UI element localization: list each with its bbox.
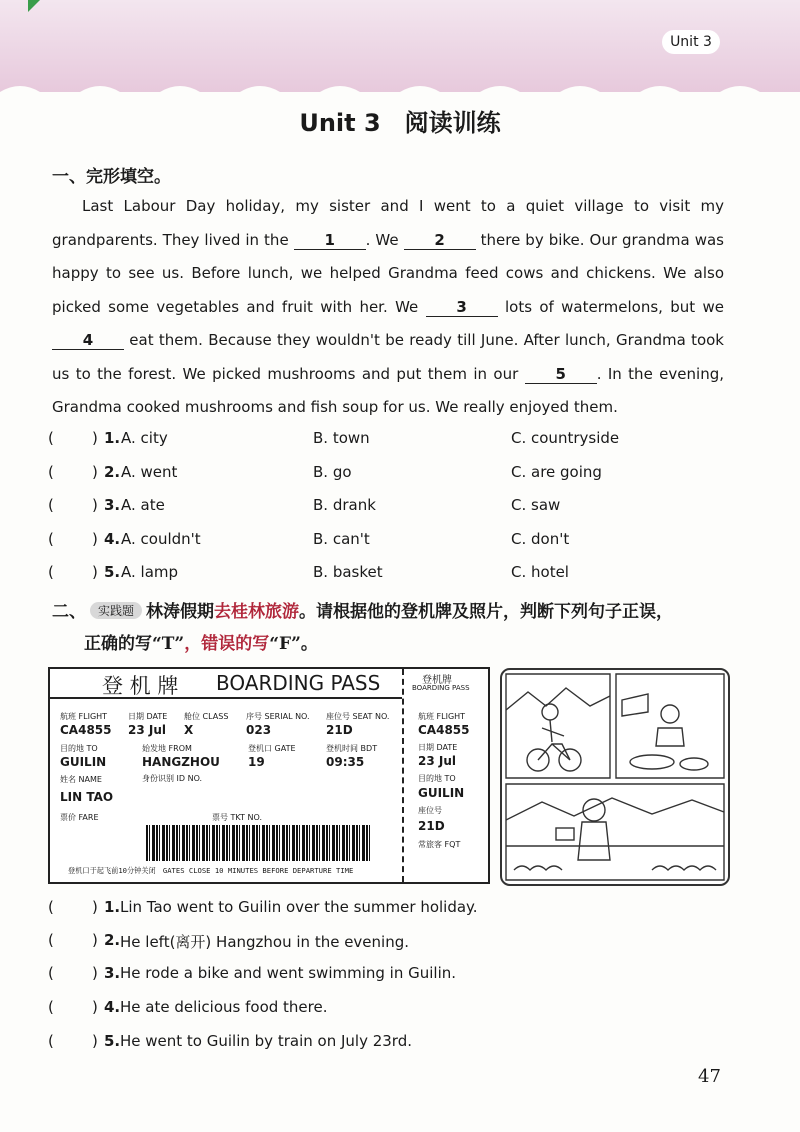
plate-icon: [630, 755, 674, 769]
travel-photos: [502, 670, 728, 884]
flight-value: CA4855: [60, 723, 112, 737]
stub-flight-label: 航班 FLIGHT: [418, 712, 466, 721]
stub-fqt-label: 常旅客 FQT: [418, 840, 461, 849]
flower-icon: [514, 866, 716, 870]
stub-seat-value: 21D: [418, 819, 445, 833]
answer-paren-close: ): [92, 1032, 98, 1050]
page-title: Unit 3 阅读训练: [299, 109, 501, 137]
statement-text: He ate delicious food there.: [120, 998, 328, 1016]
answer-paren-close: ): [92, 563, 98, 581]
stub-date-value: 23 Jul: [418, 754, 456, 768]
boy-head-icon: [661, 705, 679, 723]
passage-text: lots of watermelons, but we: [497, 297, 725, 316]
blank-2: 2: [404, 231, 476, 250]
bdt-value: 09:35: [326, 755, 365, 769]
serial-label: 序号 SERIAL NO.: [246, 712, 310, 721]
section1-heading: 一、完形填空。: [52, 167, 171, 187]
flight-label: 航班 FLIGHT: [60, 712, 108, 721]
question-number: 3.: [104, 496, 121, 514]
picture-frame-icon: [622, 694, 648, 716]
stub-flight-value: CA4855: [418, 723, 470, 737]
statement-number: 4.: [104, 998, 121, 1016]
blank-5: 5: [525, 365, 597, 384]
blank-4: 4: [52, 331, 124, 350]
question-number: 4.: [104, 530, 121, 548]
question-number: 1.: [104, 429, 121, 447]
heading-part: 林涛假期: [146, 602, 215, 622]
blank-3: 3: [426, 298, 498, 317]
passage-text: Last Labour Day holiday, my sister and I went to a quiet village to visit my grandparents. They lived in the: [52, 197, 724, 249]
bp-stub-title-cn: 登机牌: [422, 675, 452, 686]
seat-value: 21D: [326, 723, 353, 737]
question-number: 2.: [104, 463, 121, 481]
stub-to-label: 目的地 TO: [418, 774, 456, 783]
from-label: 始发地 FROM: [142, 744, 192, 753]
answer-paren-close: ): [92, 429, 98, 447]
hill-icon: [506, 798, 724, 820]
id-label: 身份识别 ID NO.: [142, 774, 203, 783]
answer-paren-open[interactable]: (: [48, 563, 54, 581]
cloze-passage: [52, 190, 724, 425]
option-b: B. basket: [313, 563, 383, 581]
passage-text: . We: [365, 230, 404, 249]
bp-divider: [402, 669, 404, 882]
bp-footer: 登机口于起飞前10分钟关闭 GATES CLOSE 10 MINUTES BEFORE DEPARTURE TIME: [68, 866, 354, 875]
option-c: C. countryside: [511, 429, 620, 447]
statement-text: He went to Guilin by train on July 23rd.: [120, 1032, 412, 1050]
answer-paren-open[interactable]: (: [48, 898, 54, 916]
name-label: 姓名 NAME: [60, 775, 102, 784]
from-value: HANGZHOU: [142, 755, 220, 769]
answer-paren-close: ): [92, 898, 98, 916]
wavy-edge: [0, 80, 800, 104]
mountain-icon: [506, 688, 610, 710]
heading-part: 正确的写: [84, 634, 152, 654]
date-label: 日期 DATE: [128, 712, 168, 721]
serial-value: 023: [246, 723, 272, 737]
to-label: 目的地 TO: [60, 744, 98, 753]
statement-text: Lin Tao went to Guilin over the summer holiday.: [120, 898, 478, 916]
class-value: X: [184, 723, 194, 737]
statement-text: He left(离开) Hangzhou in the evening.: [120, 933, 410, 951]
heading-part: 去桂林旅游: [214, 602, 300, 622]
bp-title-en: BOARDING PASS: [216, 671, 381, 695]
heading-f: “F”: [269, 634, 301, 654]
name-value: LIN TAO: [60, 790, 114, 804]
travel-illustration: [500, 668, 730, 886]
blank-1: 1: [294, 231, 366, 250]
bowl-icon: [680, 758, 708, 770]
section2-heading-line2: [84, 629, 318, 654]
answer-paren-open[interactable]: (: [48, 1032, 54, 1050]
date-value: 23 Jul: [128, 723, 166, 737]
answer-paren-close: ): [92, 496, 98, 514]
photo-bike-frame: [506, 674, 610, 778]
option-b: B. drank: [313, 496, 376, 514]
statement-text: He rode a bike and went swimming in Guilin.: [120, 964, 457, 982]
statement-number: 5.: [104, 1032, 121, 1050]
passage-text: there by bike. Our grandma was happy to see us. Before lunch, we helped Grandma feed cows and chickens. We also picked some vegetables and fruit with her. We: [52, 230, 724, 316]
option-a: A. city: [121, 429, 168, 447]
gate-label: 登机口 GATE: [248, 744, 296, 753]
option-a: A. ate: [121, 496, 165, 514]
heading-part: ，错误的写: [184, 634, 270, 654]
stub-seat-label: 座位号: [418, 806, 442, 815]
statement-number: 2.: [104, 931, 121, 949]
bdt-label: 登机时间 BDT: [326, 744, 378, 753]
corner-mark: [28, 0, 40, 12]
answer-paren-close: ): [92, 463, 98, 481]
option-b: B. town: [313, 429, 370, 447]
option-b: B. go: [313, 463, 352, 481]
to-value: GUILIN: [60, 755, 107, 769]
section2-number: 二、: [52, 602, 86, 622]
practice-tag: 实践题: [90, 602, 142, 619]
answer-paren-close: ): [92, 931, 98, 949]
gate-value: 19: [248, 755, 265, 769]
option-a: A. went: [121, 463, 178, 481]
class-label: 舱位 CLASS: [184, 712, 229, 721]
passage-text: eat them. Because they wouldn't be ready till June. After lunch, Grandma took us to the forest. We picked mushrooms and put them in our: [52, 331, 724, 383]
option-a: A. lamp: [121, 563, 179, 581]
answer-paren-open[interactable]: (: [48, 998, 54, 1016]
heading-part: 。: [300, 634, 318, 654]
stub-to-value: GUILIN: [418, 786, 465, 800]
bp-stub-title-en: BOARDING PASS: [412, 684, 470, 692]
page-number: 47: [698, 1066, 721, 1087]
statement-number: 3.: [104, 964, 121, 982]
seat-label: 座位号 SEAT NO.: [326, 712, 390, 721]
answer-paren-close: ): [92, 998, 98, 1016]
stub-date-label: 日期 DATE: [418, 743, 458, 752]
answer-paren-open[interactable]: (: [48, 496, 54, 514]
unit-tab: Unit 3: [662, 30, 720, 54]
heading-t: “T”: [152, 634, 185, 654]
answer-paren-close: ): [92, 530, 98, 548]
section2-heading: [52, 597, 752, 622]
fare-label: 票价 FARE: [60, 813, 99, 822]
statement-number: 1.: [104, 898, 121, 916]
question-number: 5.: [104, 563, 121, 581]
option-c: C. hotel: [511, 563, 569, 581]
camera-icon: [556, 828, 574, 840]
option-c: C. saw: [511, 496, 561, 514]
option-b: B. can't: [313, 530, 370, 548]
answer-paren-close: ): [92, 964, 98, 982]
passage-text: . In the evening, Grandma cooked mushrooms and fish soup for us. We really enjoyed them.: [52, 364, 724, 416]
bp-title-cn: 登 机 牌: [102, 674, 179, 698]
boy-head-icon: [542, 704, 558, 720]
answer-paren-open[interactable]: (: [48, 931, 54, 949]
option-a: A. couldn't: [121, 530, 201, 548]
boarding-pass: [48, 667, 490, 884]
heading-part: 。请根据他的登机牌及照片，判断下列句子正误，: [299, 602, 674, 622]
option-c: C. are going: [511, 463, 602, 481]
barcode: [146, 825, 372, 861]
tkt-label: 票号 TKT NO.: [212, 813, 262, 822]
answer-paren-open[interactable]: (: [48, 429, 54, 447]
answer-paren-open[interactable]: (: [48, 463, 54, 481]
option-c: C. don't: [511, 530, 570, 548]
answer-paren-open[interactable]: (: [48, 964, 54, 982]
answer-paren-open[interactable]: (: [48, 530, 54, 548]
